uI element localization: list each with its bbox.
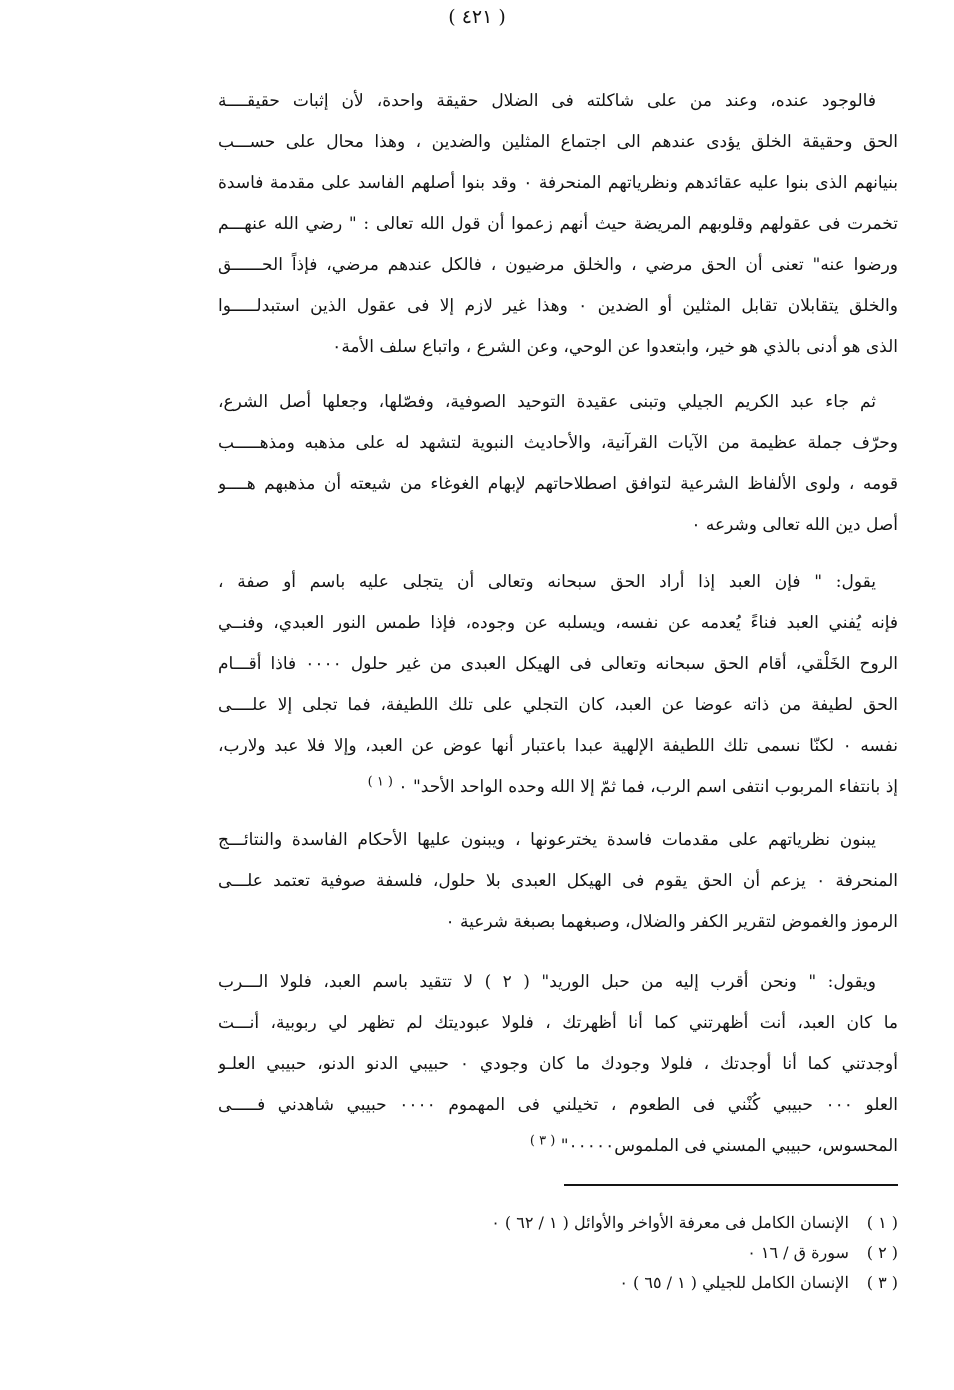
footnote-2 [420, 1238, 898, 1268]
text-line: والخلق يتقابلان تقابل المثلين أو الضدين ٠ وهذا غير لازم إلا فى عقول الذين استبدلـــــوا [218, 296, 898, 316]
paragraph-5 [218, 962, 898, 1167]
footnote-reference-1: ( ١ ) [367, 774, 394, 790]
footnote-3 [420, 1268, 898, 1298]
footnote-separator [564, 1184, 898, 1186]
text-line: أصل دين الله تعالى وشرعه ٠ [691, 515, 898, 535]
text-line: ما كان العبد، أنت أظهرتني كما أنا أظهرتك ، فلولا عبوديتك لم تظهر لي ربوبية، أنـــت [218, 1013, 898, 1033]
text-line: الرموز والغموض لتقرير الكفر والضلال، وصبغهما بصبغة شرعية ٠ [445, 912, 898, 932]
text-line: الروح الخَلْقي، أقام الحق سبحانه وتعالى فى الهيكل العبدى من غير حلول ٠٠٠٠ فاذا أقـــام [218, 654, 898, 674]
footnote-number: ( ٢ ) [866, 1243, 898, 1262]
paragraph-3 [218, 562, 898, 808]
text-line: ويقول: " ونحن أقرب إليه من حبل الوريد" ( ٢ ) لا تتقيد باسم العبد، فلولا الـــرب [218, 972, 877, 992]
text-line-content: المحسوس، حبيبي المسني فى الملموس٠٠٠٠٠" [560, 1136, 898, 1156]
text-line: بنيانهم الذى بنوا عليه عقائدهم ونظرياتهم المنحرفة ٠ وقد بنوا أصلهم الفاسد على مقدمة فاسدة [218, 173, 898, 193]
text-line: المنحرفة ٠ يزعم أن الحق يقوم فى الهيكل العبدى بلا حلول، فلسفة صوفية تعتمد علـــى [218, 871, 898, 891]
text-line: وحرّف جملة عظيمة من الآيات القرآنية، والأحاديث النبوية لتشهد له على مذهبه ومذهـــــب [218, 433, 898, 453]
text-line: الذى هو أدنى بالذي هو خير، وابتعدوا عن الوحي، وعن الشرع ، واتباع سلف الأمة٠ [332, 337, 898, 357]
footnote-text: الإنسان الكامل للجيلي ( ١ / ٦٥ ) ٠ [619, 1273, 849, 1292]
footnote-number: ( ١ ) [866, 1213, 898, 1232]
text-line: ورضوا عنه" تعنى أن الحق مرضي ، والخلق مرضيون ، فالكل عندهم مرضي، فإذاً الحــــــق [218, 255, 898, 275]
footnote-1 [420, 1208, 898, 1238]
paragraph-4 [218, 820, 898, 943]
text-line: تخمرت فى عقولهم وقلوبهم المريضة حيث أنهم زعموا أن قول الله تعالى : " رضي الله عنهـــم [218, 214, 898, 234]
text-line: الحق وحقيقة الخلق يؤدى عندهم الى اجتماع المثلين والضدين ، وهذا محال على حســـب [218, 132, 898, 152]
text-line: العلو ٠٠٠ حبيبي كُنْني فى الطعوم ، تخيلني فى المهموم ٠٠٠٠ حبيبي شاهدني فـــــى [218, 1095, 898, 1115]
page-number: ( ٤٢١ ) [448, 6, 506, 28]
text-line [218, 767, 898, 808]
paragraph-1 [218, 81, 898, 368]
paragraph-2 [218, 382, 898, 546]
text-line: فالوجود عنده، وعند من على شاكلته فى الضلال حقيقة واحدة، لأن إثبات حقيقــــة [218, 91, 876, 111]
text-line: نفسه ٠ لكنّا نسمى تلك اللطيفة الإلهية عبدا باعتبار أنها عوض عن العبد، وإلا فلا عبد ولارب، [218, 736, 898, 756]
text-line: ثم جاء عبد الكريم الجيلي وتبنى عقيدة التوحيد الصوفية، وفصّلها، وجعلها أصل الشرع، [218, 392, 876, 412]
text-line: يبنون نظرياتهم على مقدمات فاسدة يخترعونها ، ويبنون عليها الأحكام الفاسدة والنتائـــج [218, 830, 876, 850]
text-line: قومه ، ولوى الألفاظ الشرعية لتوافق اصطلاحاتهم لإبهام الغوغاء من شيعته أن مذهبهم هــــو [218, 474, 898, 494]
footnote-text: سورة ق / ١٦ ٠ [747, 1243, 849, 1262]
text-line [218, 1126, 898, 1167]
text-line-content: إذ بانتفاء المربوب انتفى اسم الرب، فما ثمّ إلا الله وحده الواحد الأحد" ٠ [398, 777, 898, 797]
text-line: فإنه يُفني العبد فناءً يُعدمه عن نفسه، ويسلبه عن وجوده، فإذا طمس النور العبدي، وفنــي [218, 613, 898, 633]
footnote-text: الإنسان الكامل فى معرفة الأواخر والأوائل ( ١ / ٦٢ ) ٠ [491, 1213, 849, 1232]
text-line: أوجدتني كما أنا أوجدتك ، فلولا وجودك ما كان وجودي ٠ حبيبي الدنو الدنو، حبيبي العلـو [218, 1054, 898, 1074]
footnote-number: ( ٣ ) [866, 1273, 898, 1292]
text-line: الحق لطيفة من ذاته عوضا عن العبد، كان التجلي على تلك اللطيفة، فما تجلى إلا علــــى [218, 695, 898, 715]
footnote-reference-3: ( ٣ ) [529, 1133, 556, 1149]
footnotes [420, 1208, 898, 1298]
text-line: يقول: " فإن العبد إذا أراد الحق سبحانه وتعالى أن يتجلى عليه باسم أو صفة ، [218, 572, 876, 592]
